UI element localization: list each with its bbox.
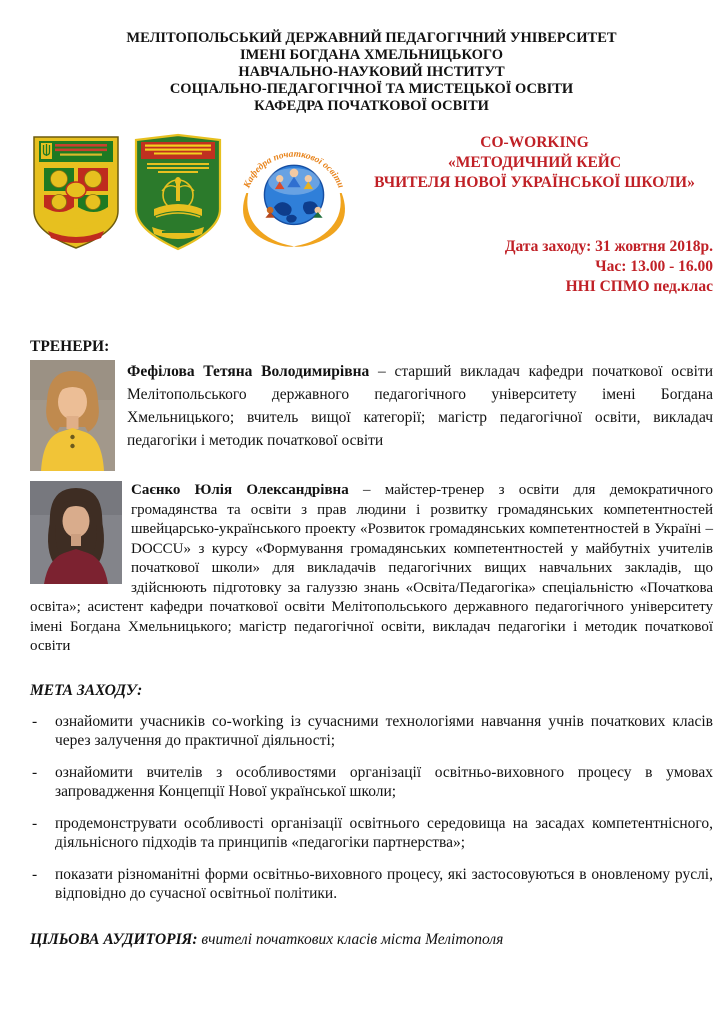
emblem-text-bar [162, 231, 194, 233]
trainer-text [30, 360, 713, 452]
audience-label: ЦІЛЬОВА АУДИТОРІЯ: [30, 930, 198, 948]
goal-item [30, 865, 713, 904]
quarter-medallion [86, 195, 101, 210]
goal-heading: МЕТА ЗАХОДУ: [30, 681, 143, 699]
header-line: МЕЛІТОПОЛЬСЬКИЙ ДЕРЖАВНИЙ ПЕДАГОГІЧНИЙ УНІВЕРСИТЕТ [126, 30, 617, 46]
emblem-text-bar [55, 149, 107, 152]
header-line: КАФЕДРА ПОЧАТКОВОЇ ОСВІТИ [254, 98, 489, 114]
event-meta [356, 237, 713, 297]
event-location: ННІ СПМО пед.клас [565, 278, 713, 295]
trainers-heading: ТРЕНЕРИ: [30, 338, 110, 355]
bullet-dash: - [32, 814, 38, 832]
header-line: СОЦІАЛЬНО-ПЕДАГОГІЧНОЇ ТА МИСТЕЦЬКОЇ ОСВІТИ [169, 81, 574, 97]
event-date: Дата заходу: 31 жовтня 2018р. [504, 238, 713, 255]
quarter-medallion [51, 171, 68, 188]
goal-item [30, 763, 713, 802]
department-logo [232, 133, 356, 251]
emblem-text-bar [147, 163, 209, 165]
event-title-line: ВЧИТЕЛЯ НОВОЇ УКРАЇНСЬКОЇ ШКОЛИ» [374, 174, 695, 191]
emblem-text-bar [158, 171, 198, 173]
event-title-line: «МЕТОДИЧНИЙ КЕЙС [447, 154, 622, 171]
university-header [30, 30, 713, 115]
logos [30, 133, 356, 299]
goal-item [30, 712, 713, 751]
person-silhouette [41, 371, 104, 471]
goal-item-text: ознайомити вчителів з особливостями організації освітньо-виховного процесу в умовах запровадження Концепції Нової української школи; [55, 763, 713, 800]
quarter-medallion [85, 171, 102, 188]
trainer-description: – старший викладач кафедри початкової освіти Мелітопольського державного педагогічного університету імені Богдана Хмельницького; вчитель вищої категорії; магістр педагогічної освіти, викладач педагогіки і методик початкової освіти [127, 363, 714, 449]
event-info-column [356, 133, 713, 299]
goal-item-text: показати різноманітні форми освітньо-виховного процесу, які застосовуються в оновленому руслі, відповідно до сучасної освітньої політики. [55, 865, 713, 902]
department-logo-arc-text: Кафедра початкової освіти [242, 149, 346, 190]
trainer-1-photo [30, 360, 115, 471]
goal-item-text: ознайомити учасників co-working із сучасними технологіями навчання учнів початкових класів через залучення до практичної діяльності; [55, 712, 713, 749]
trainer-name: Саєнко Юлія Олександрівна [131, 482, 349, 498]
header-line: НАВЧАЛЬНО-НАУКОВИЙ ІНСТИТУТ [238, 64, 505, 80]
emblem-text-bar [145, 145, 211, 147]
person-silhouette [44, 488, 108, 584]
center-medallion [66, 182, 86, 198]
audience-line [30, 930, 713, 950]
trainer-row [30, 481, 713, 657]
trainer-description: – майстер-тренер з освіти для демократичного громадянства та освіти з прав людини і розвитку громадянських компетентностей швейцарсько-українського проекту «Розвиток громадянських компетентностей в Україні – DOCCU» з курсу «Формування громадянських компетентностей у майбутніх учителів початкової школи» для викладачів педагогічних вищих навчальних закладів, що здійснюють підготовку за галуззю знань «Освіта/Педагогіка» спеціальністю «Початкова освіта»; асистент кафедри початкової освіти Мелітопольського державного педагогічного університету імені Богдана Хмельницького; магістр педагогічної освіти, викладач педагогіки і методик початкової освіти [30, 482, 713, 654]
bullet-dash: - [32, 865, 38, 883]
logos-and-title-row [30, 133, 713, 299]
goal-item [30, 814, 713, 853]
emblem-text-bar [147, 167, 209, 169]
emblem-text-bar [55, 144, 107, 147]
trainer-text [30, 481, 713, 657]
university-emblem [30, 133, 122, 251]
bullet-dash: - [32, 763, 38, 781]
trainer-row [30, 360, 713, 471]
audience-value: вчителі початкових класів міста Мелітополя [201, 930, 504, 948]
bullet-dash: - [32, 712, 38, 730]
trainer-2-photo [30, 481, 122, 584]
emblem-text-bar [154, 153, 202, 155]
event-time: Час: 13.00 - 16.00 [595, 258, 713, 275]
emblem-text-bar [145, 149, 211, 151]
institute-emblem [132, 133, 224, 251]
quarter-medallion [52, 195, 67, 210]
event-title [356, 133, 713, 193]
event-title-line: CO-WORKING [480, 134, 589, 151]
header-line: ІМЕНІ БОГДАНА ХМЕЛЬНИЦЬКОГО [239, 47, 504, 63]
emblem-text-bar [60, 154, 102, 156]
trainer-name: Фефілова Тетяна Володимирівна [127, 363, 370, 380]
goal-item-text: продемонструвати особливості організації освітнього середовища на засадах компетентнісного, діяльнісного підходів та принципів «педагогіки партнерства»; [55, 814, 713, 851]
